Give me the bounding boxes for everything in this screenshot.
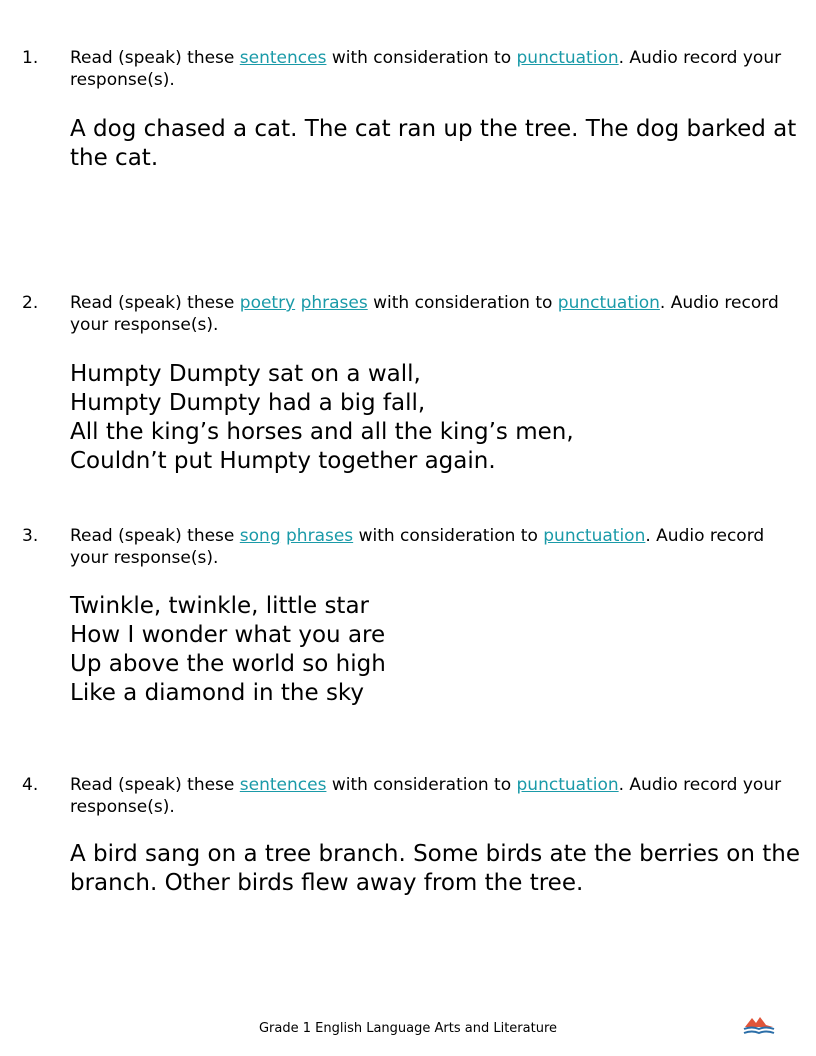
- passage-line: branch. Other birds flew away from the tree.: [70, 870, 584, 896]
- reading-passage: [70, 592, 798, 708]
- question-prompt: [70, 47, 798, 91]
- prompt-text: Read (speak) these: [70, 293, 240, 313]
- question-number: 3.: [22, 526, 39, 546]
- link-punctuation[interactable]: punctuation: [516, 775, 619, 795]
- link-punctuation[interactable]: punctuation: [516, 48, 619, 68]
- question-prompt: [70, 525, 798, 569]
- passage-line: Twinkle, twinkle, little star: [70, 593, 369, 619]
- prompt-text: . Audio record your response(s).: [70, 48, 782, 90]
- prompt-text: . Audio record your response(s).: [70, 775, 782, 817]
- link-sentences[interactable]: sentences: [239, 775, 327, 795]
- passage-line: How I wonder what you are: [70, 622, 386, 648]
- link-phrases[interactable]: phrases: [286, 526, 354, 546]
- passage-line: Couldn’t put Humpty together again.: [70, 448, 496, 474]
- question-number: 1.: [22, 48, 39, 68]
- prompt-text: with consideration to: [353, 526, 544, 546]
- prompt-text: with consideration to: [367, 293, 558, 313]
- passage-line: Up above the world so high: [70, 651, 386, 677]
- link-punctuation[interactable]: punctuation: [543, 526, 646, 546]
- question-prompt: [70, 292, 798, 336]
- question-number: 4.: [22, 775, 39, 795]
- prompt-text: with consideration to: [326, 48, 517, 68]
- passage-line: A dog chased a cat. The cat ran up the tree. The dog barked at: [70, 116, 797, 142]
- reading-passage: [70, 360, 798, 476]
- passage-line: Like a diamond in the sky: [70, 680, 365, 706]
- reading-passage: [70, 840, 798, 898]
- prompt-text: . Audio record your response(s).: [70, 293, 779, 335]
- book-logo-icon: [742, 1014, 776, 1038]
- link-phrases[interactable]: phrases: [300, 293, 368, 313]
- passage-line: Humpty Dumpty had a big fall,: [70, 390, 426, 416]
- prompt-text: Read (speak) these: [70, 775, 240, 795]
- prompt-text: Read (speak) these: [70, 526, 240, 546]
- passage-line: A bird sang on a tree branch. Some birds ate the berries on the: [70, 841, 800, 867]
- prompt-text: . Audio record your response(s).: [70, 526, 765, 568]
- prompt-text: with consideration to: [326, 775, 517, 795]
- link-sentences[interactable]: sentences: [239, 48, 327, 68]
- prompt-text: Read (speak) these: [70, 48, 240, 68]
- passage-line: All the king’s horses and all the king’s men,: [70, 419, 574, 445]
- question-number: 2.: [22, 293, 39, 313]
- passage-line: Humpty Dumpty sat on a wall,: [70, 361, 421, 387]
- page-footer: Grade 1 English Language Arts and Literature: [258, 1021, 558, 1036]
- link-punctuation[interactable]: punctuation: [557, 293, 660, 313]
- passage-line: the cat.: [70, 145, 159, 171]
- reading-passage: [70, 115, 798, 173]
- link-poetry[interactable]: poetry: [239, 293, 296, 313]
- link-song[interactable]: song: [239, 526, 281, 546]
- question-prompt: [70, 774, 798, 818]
